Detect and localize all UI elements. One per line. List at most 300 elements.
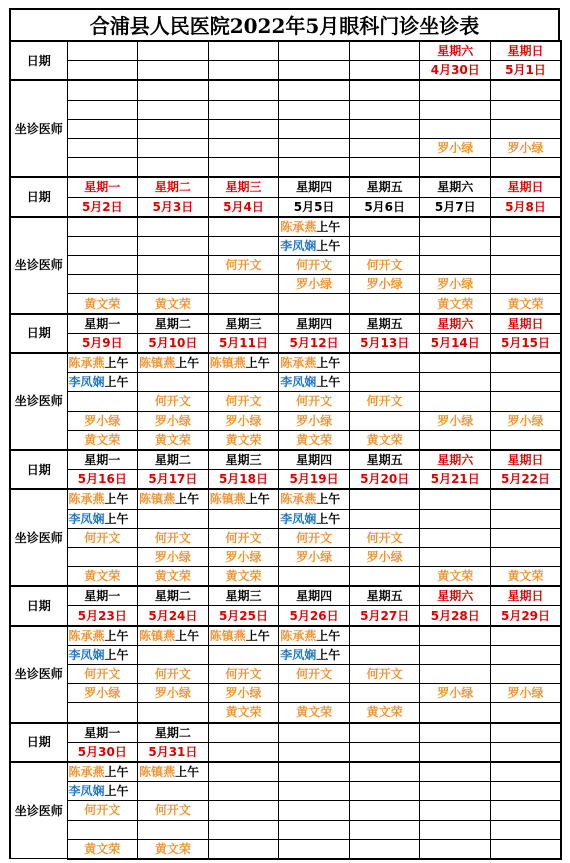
doctor-cell — [420, 703, 491, 723]
doctor-cell — [208, 217, 279, 237]
doctor-row — [10, 684, 561, 703]
doctor-name: 黄文荣 — [225, 569, 262, 584]
doctor-cell — [420, 373, 491, 392]
doctor-cell — [208, 489, 279, 509]
doctor-cell — [67, 762, 138, 782]
date-cell — [491, 333, 561, 353]
weekday-text: 星期一 — [84, 589, 121, 604]
doctor-cell — [491, 839, 561, 859]
doctor-name: 陈镇燕 — [209, 492, 246, 507]
doctor-label: 坐诊医师 — [10, 626, 67, 723]
doctor-cell — [349, 392, 420, 411]
doctor-name: 罗小绿 — [507, 686, 544, 701]
date-row — [10, 61, 561, 81]
doctor-cell — [420, 801, 491, 820]
doctor-cell — [349, 567, 420, 587]
weekday-row — [10, 314, 561, 334]
doctor-cell — [491, 762, 561, 782]
doctor-cell — [349, 665, 420, 684]
doctor-name: 黄文荣 — [507, 296, 544, 311]
doctor-cell — [208, 353, 279, 373]
doctor-cell — [279, 256, 350, 275]
doctor-name: 黄文荣 — [154, 432, 191, 447]
doctor-row — [10, 411, 561, 430]
weekday-cell — [491, 177, 561, 197]
doctor-name: 何开文 — [84, 530, 121, 545]
doctor-cell — [208, 528, 279, 547]
doctor-cell — [208, 119, 279, 138]
weekday-text: 星期三 — [225, 180, 262, 195]
date-label: 日期 — [10, 41, 67, 80]
weekday-text: 星期二 — [154, 316, 191, 331]
weekday-text: 星期六 — [437, 589, 474, 604]
doctor-cell — [279, 509, 350, 528]
doctor-cell — [491, 645, 561, 664]
doctor-cell — [67, 839, 138, 859]
date-text: 5月27日 — [360, 608, 410, 623]
date-text: 5月26日 — [289, 608, 339, 623]
weekday-cell — [279, 723, 350, 743]
date-cell — [420, 61, 491, 81]
date-cell — [349, 742, 420, 762]
date-text: 5月22日 — [500, 472, 551, 487]
date-row — [10, 470, 561, 490]
weekday-text: 星期二 — [154, 180, 191, 195]
doctor-name: 陈承燕 — [280, 492, 317, 507]
session-label: 上午 — [104, 356, 129, 371]
doctor-cell — [420, 430, 491, 450]
doctor-cell — [208, 256, 279, 275]
doctor-cell — [208, 158, 279, 178]
weekday-cell — [208, 450, 279, 470]
doctor-cell — [349, 626, 420, 646]
date-row — [10, 333, 561, 353]
date-cell — [420, 606, 491, 626]
date-cell — [208, 606, 279, 626]
date-text: 5月25日 — [218, 608, 269, 623]
doctor-row — [10, 430, 561, 450]
doctor-cell — [67, 626, 138, 646]
doctor-cell — [208, 762, 279, 782]
doctor-name: 罗小绿 — [154, 549, 191, 564]
doctor-name: 黄文荣 — [84, 296, 121, 311]
date-text: 5月3日 — [152, 199, 194, 214]
doctor-name: 黄文荣 — [154, 296, 191, 311]
doctor-cell — [349, 645, 420, 664]
doctor-cell — [349, 782, 420, 801]
doctor-cell — [491, 236, 561, 255]
doctor-label: 坐诊医师 — [10, 80, 67, 177]
date-cell — [67, 470, 138, 490]
doctor-cell — [420, 820, 491, 839]
doctor-name: 罗小绿 — [437, 413, 474, 428]
doctor-cell — [349, 100, 420, 119]
doctor-cell — [67, 119, 138, 138]
doctor-cell — [138, 80, 209, 100]
doctor-name: 罗小绿 — [296, 413, 333, 428]
doctor-row — [10, 665, 561, 684]
doctor-cell — [138, 528, 209, 547]
doctor-name: 何开文 — [296, 394, 333, 409]
doctor-cell — [420, 528, 491, 547]
doctor-cell — [138, 489, 209, 509]
weekday-cell — [208, 723, 279, 743]
doctor-cell — [420, 80, 491, 100]
doctor-name: 何开文 — [225, 530, 262, 545]
doctor-row — [10, 762, 561, 782]
doctor-name: 何开文 — [366, 667, 403, 682]
doctor-cell — [491, 158, 561, 178]
doctor-cell — [420, 256, 491, 275]
doctor-cell — [67, 275, 138, 294]
doctor-cell — [491, 138, 561, 157]
weekday-row — [10, 723, 561, 743]
doctor-cell — [208, 626, 279, 646]
doctor-cell — [491, 256, 561, 275]
date-text: 5月23日 — [77, 608, 127, 623]
doctor-name: 李凤娴 — [280, 511, 317, 526]
date-cell — [279, 606, 350, 626]
date-cell — [138, 333, 209, 353]
weekday-text: 星期日 — [507, 453, 544, 468]
doctor-cell — [138, 353, 209, 373]
session-label: 上午 — [175, 628, 200, 643]
doctor-cell — [349, 547, 420, 566]
doctor-cell — [67, 489, 138, 509]
date-text: 5月28日 — [430, 608, 480, 623]
doctor-name: 罗小绿 — [225, 413, 262, 428]
doctor-row — [10, 547, 561, 566]
date-cell — [420, 470, 491, 490]
doctor-cell — [138, 703, 209, 723]
weekday-cell — [67, 450, 138, 470]
session-label: 上午 — [104, 511, 129, 526]
doctor-name: 罗小绿 — [225, 549, 262, 564]
doctor-cell — [491, 528, 561, 547]
doctor-cell — [138, 820, 209, 839]
doctor-cell — [208, 430, 279, 450]
doctor-cell — [491, 275, 561, 294]
doctor-cell — [67, 509, 138, 528]
doctor-name: 陈镇燕 — [139, 492, 176, 507]
doctor-name: 何开文 — [296, 258, 333, 273]
date-text: 5月11日 — [218, 335, 269, 350]
doctor-name: 黄文荣 — [84, 432, 121, 447]
date-cell — [67, 61, 138, 81]
doctor-cell — [491, 820, 561, 839]
doctor-cell — [208, 373, 279, 392]
date-text: 5月20日 — [360, 472, 410, 487]
date-text: 5月8日 — [505, 199, 546, 214]
doctor-cell — [279, 665, 350, 684]
doctor-cell — [67, 430, 138, 450]
date-text: 5月4日 — [223, 199, 264, 214]
weekday-cell — [67, 586, 138, 606]
doctor-cell — [279, 373, 350, 392]
doctor-name: 李凤娴 — [280, 375, 317, 390]
weekday-cell — [491, 41, 561, 61]
date-text: 5月15日 — [500, 335, 551, 350]
doctor-cell — [279, 217, 350, 237]
weekday-cell — [208, 177, 279, 197]
session-label: 上午 — [104, 492, 129, 507]
doctor-cell — [138, 294, 209, 314]
doctor-cell — [279, 839, 350, 859]
doctor-cell — [349, 353, 420, 373]
weekday-text: 星期五 — [366, 316, 403, 331]
doctor-cell — [349, 528, 420, 547]
session-label: 上午 — [316, 219, 341, 234]
doctor-cell — [279, 684, 350, 703]
weekday-text: 星期日 — [507, 316, 544, 331]
doctor-name: 何开文 — [366, 258, 403, 273]
doctor-cell — [138, 665, 209, 684]
doctor-cell — [279, 782, 350, 801]
date-cell — [279, 470, 350, 490]
doctor-cell — [349, 294, 420, 314]
doctor-name: 罗小绿 — [154, 686, 191, 701]
weekday-cell — [138, 450, 209, 470]
weekday-cell — [349, 450, 420, 470]
doctor-row — [10, 138, 561, 157]
date-cell — [138, 742, 209, 762]
date-cell — [420, 197, 491, 217]
doctor-cell — [279, 567, 350, 587]
doctor-cell — [138, 509, 209, 528]
doctor-cell — [279, 392, 350, 411]
doctor-name: 罗小绿 — [507, 141, 544, 156]
doctor-row — [10, 839, 561, 859]
page-title: 合浦县人民医院2022年5月眼科门诊坐诊表 — [9, 8, 560, 40]
weekday-text: 星期二 — [154, 589, 191, 604]
doctor-cell — [67, 236, 138, 255]
doctor-cell — [349, 839, 420, 859]
weekday-cell — [67, 177, 138, 197]
doctor-cell — [67, 567, 138, 587]
doctor-cell — [279, 275, 350, 294]
date-cell — [67, 742, 138, 762]
doctor-cell — [208, 100, 279, 119]
date-text: 5月31日 — [148, 744, 198, 759]
doctor-cell — [349, 256, 420, 275]
doctor-name: 何开文 — [154, 530, 191, 545]
doctor-name: 陈镇燕 — [139, 765, 176, 780]
doctor-name: 黄文荣 — [437, 296, 474, 311]
session-label: 上午 — [245, 356, 270, 371]
doctor-cell — [138, 411, 209, 430]
doctor-cell — [420, 547, 491, 566]
doctor-name: 罗小绿 — [437, 686, 474, 701]
doctor-cell — [349, 158, 420, 178]
schedule-table — [9, 40, 562, 860]
doctor-cell — [67, 782, 138, 801]
date-text: 5月14日 — [430, 335, 480, 350]
doctor-cell — [420, 626, 491, 646]
doctor-name: 黄文荣 — [154, 841, 191, 856]
doctor-cell — [67, 703, 138, 723]
session-label: 上午 — [104, 375, 129, 390]
date-row — [10, 742, 561, 762]
date-cell — [208, 333, 279, 353]
doctor-name: 陈承燕 — [280, 356, 317, 371]
doctor-row — [10, 294, 561, 314]
weekday-cell — [138, 314, 209, 334]
doctor-cell — [138, 684, 209, 703]
session-label: 上午 — [245, 628, 270, 643]
date-cell — [491, 606, 561, 626]
doctor-cell — [138, 392, 209, 411]
session-label: 上午 — [175, 765, 200, 780]
date-cell — [349, 61, 420, 81]
date-cell — [208, 197, 279, 217]
date-cell — [349, 470, 420, 490]
doctor-cell — [208, 80, 279, 100]
doctor-cell — [67, 528, 138, 547]
weekday-cell — [279, 586, 350, 606]
weekday-cell — [67, 41, 138, 61]
weekday-row — [10, 586, 561, 606]
date-text: 5月13日 — [360, 335, 410, 350]
weekday-row — [10, 177, 561, 197]
doctor-name: 李凤娴 — [68, 511, 105, 526]
doctor-name: 何开文 — [84, 667, 121, 682]
weekday-text: 星期三 — [225, 453, 262, 468]
doctor-cell — [67, 138, 138, 157]
doctor-cell — [138, 430, 209, 450]
doctor-cell — [138, 138, 209, 157]
weekday-text: 星期一 — [84, 453, 121, 468]
date-cell — [138, 197, 209, 217]
doctor-cell — [138, 645, 209, 664]
doctor-cell — [208, 411, 279, 430]
date-cell — [208, 470, 279, 490]
session-label: 上午 — [316, 628, 341, 643]
date-cell — [349, 333, 420, 353]
doctor-row — [10, 119, 561, 138]
doctor-name: 何开文 — [154, 394, 191, 409]
doctor-name: 何开文 — [225, 394, 262, 409]
doctor-cell — [138, 547, 209, 566]
doctor-cell — [138, 236, 209, 255]
doctor-cell — [349, 489, 420, 509]
doctor-cell — [420, 294, 491, 314]
doctor-name: 黄文荣 — [366, 705, 403, 720]
doctor-name: 黄文荣 — [84, 841, 121, 856]
doctor-cell — [67, 645, 138, 664]
doctor-cell — [67, 80, 138, 100]
date-label: 日期 — [10, 586, 67, 625]
doctor-cell — [208, 782, 279, 801]
weekday-text: 星期四 — [296, 453, 333, 468]
weekday-cell — [349, 177, 420, 197]
date-cell — [67, 197, 138, 217]
date-cell — [138, 606, 209, 626]
date-label: 日期 — [10, 450, 67, 489]
doctor-row — [10, 782, 561, 801]
doctor-cell — [279, 353, 350, 373]
date-cell — [491, 197, 561, 217]
weekday-text: 星期六 — [437, 44, 474, 59]
date-cell — [491, 61, 561, 81]
weekday-cell — [349, 41, 420, 61]
doctor-cell — [208, 236, 279, 255]
date-text: 5月24日 — [148, 608, 198, 623]
date-text: 5月2日 — [81, 199, 123, 214]
doctor-cell — [420, 762, 491, 782]
date-label: 日期 — [10, 314, 67, 353]
doctor-cell — [67, 684, 138, 703]
doctor-cell — [491, 392, 561, 411]
doctor-cell — [491, 100, 561, 119]
doctor-name: 李凤娴 — [68, 647, 105, 662]
doctor-name: 李凤娴 — [68, 784, 105, 799]
date-cell — [349, 197, 420, 217]
doctor-name: 何开文 — [154, 803, 191, 818]
doctor-cell — [279, 645, 350, 664]
doctor-row — [10, 509, 561, 528]
doctor-cell — [67, 256, 138, 275]
doctor-cell — [138, 217, 209, 237]
doctor-cell — [349, 275, 420, 294]
doctor-cell — [420, 567, 491, 587]
doctor-name: 何开文 — [296, 530, 333, 545]
date-row — [10, 606, 561, 626]
doctor-cell — [67, 801, 138, 820]
doctor-cell — [67, 411, 138, 430]
doctor-name: 陈镇燕 — [209, 356, 246, 371]
doctor-name: 罗小绿 — [296, 277, 333, 292]
doctor-name: 陈镇燕 — [209, 628, 246, 643]
doctor-cell — [491, 430, 561, 450]
doctor-cell — [138, 100, 209, 119]
doctor-cell — [349, 119, 420, 138]
doctor-name: 黄文荣 — [366, 432, 403, 447]
weekday-cell — [491, 314, 561, 334]
doctor-cell — [349, 820, 420, 839]
doctor-row — [10, 158, 561, 178]
weekday-cell — [420, 41, 491, 61]
weekday-cell — [67, 314, 138, 334]
weekday-text: 星期日 — [507, 44, 544, 59]
doctor-name: 黄文荣 — [84, 569, 121, 584]
doctor-name: 何开文 — [366, 530, 403, 545]
doctor-name: 黄文荣 — [225, 432, 262, 447]
date-row — [10, 197, 561, 217]
doctor-cell — [491, 801, 561, 820]
doctor-cell — [67, 100, 138, 119]
date-cell — [138, 61, 209, 81]
doctor-cell — [279, 489, 350, 509]
weekday-cell — [420, 586, 491, 606]
doctor-cell — [279, 80, 350, 100]
doctor-name: 罗小绿 — [366, 549, 403, 564]
date-cell — [67, 606, 138, 626]
session-label: 上午 — [175, 356, 200, 371]
weekday-text: 星期五 — [366, 589, 403, 604]
doctor-cell — [279, 547, 350, 566]
doctor-cell — [208, 645, 279, 664]
doctor-cell — [349, 509, 420, 528]
doctor-cell — [279, 703, 350, 723]
doctor-name: 陈镇燕 — [139, 356, 176, 371]
doctor-cell — [420, 509, 491, 528]
doctor-name: 罗小绿 — [437, 141, 474, 156]
doctor-cell — [420, 158, 491, 178]
date-text: 5月21日 — [430, 472, 480, 487]
doctor-row — [10, 645, 561, 664]
doctor-cell — [420, 684, 491, 703]
weekday-cell — [138, 723, 209, 743]
